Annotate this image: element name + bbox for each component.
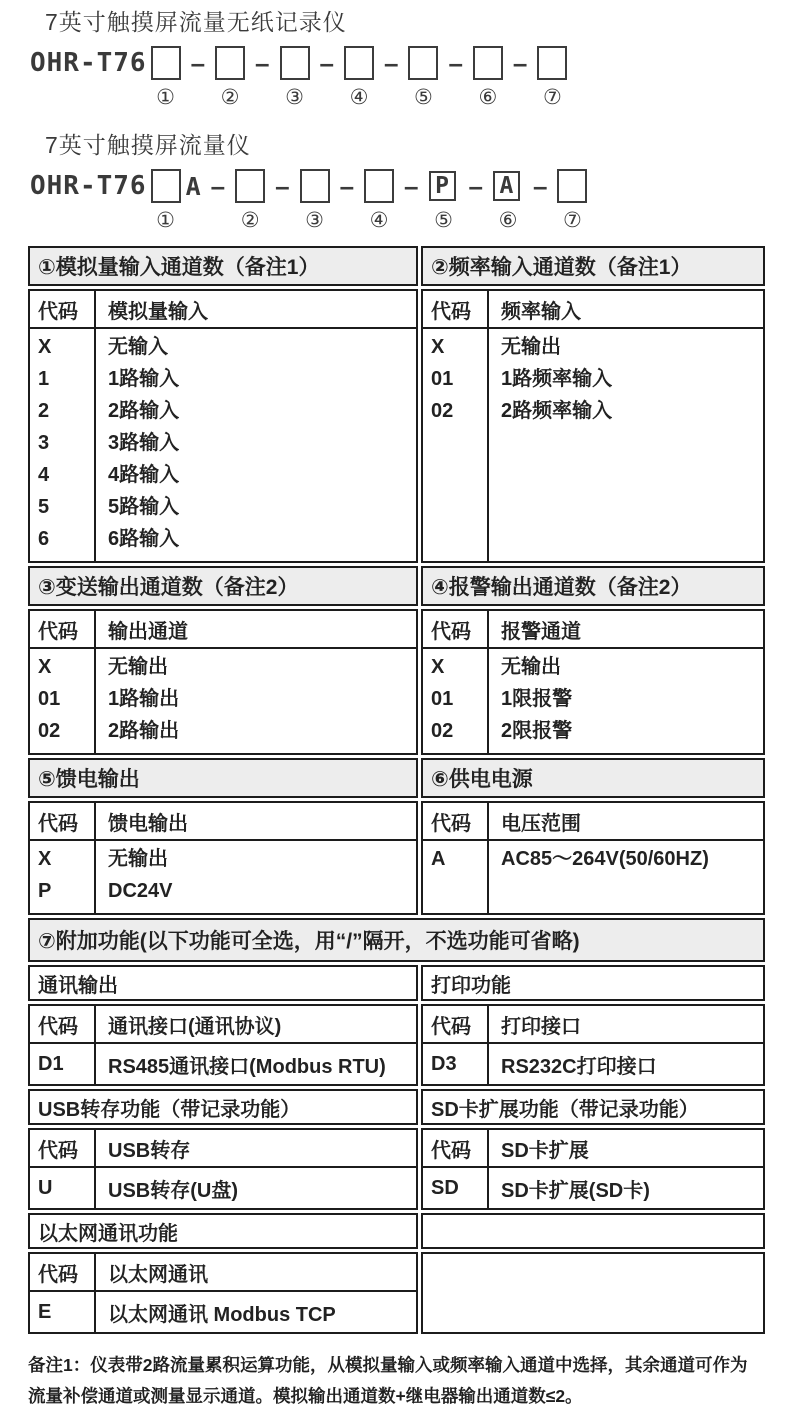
table-header-row: [30, 1130, 416, 1168]
section-title: ⑤馈电输出: [28, 758, 418, 798]
dash-separator: –: [468, 171, 483, 201]
code-value: 5: [38, 496, 50, 518]
table-header-row: [423, 803, 763, 841]
code-value: X: [38, 336, 52, 358]
desc-value: RS232C打印接口: [501, 1055, 657, 1078]
model-code-line-recorder: [30, 41, 790, 111]
table-header-row: [30, 1006, 416, 1044]
desc-value: 5路输入: [108, 496, 180, 518]
desc-value: 1限报警: [501, 688, 573, 710]
model-prefix-text: OHR-T76: [30, 48, 147, 78]
table-header-row: [30, 803, 416, 841]
table-header-row: [30, 1254, 416, 1292]
code-header-cell: 代码: [423, 1006, 489, 1042]
model-position-unit: [300, 164, 330, 234]
table-data-row: [423, 1044, 763, 1084]
section-code-table: [421, 801, 765, 915]
empty-subtitle-cell: [421, 1213, 765, 1249]
model-position-unit: [235, 164, 265, 234]
table-header-row: [423, 1006, 763, 1044]
model-option-box: P: [429, 171, 456, 201]
model-option-box: [235, 169, 265, 203]
code-value: D3: [423, 1044, 489, 1084]
section-pair-row: [28, 566, 765, 755]
spacer: [320, 85, 334, 111]
model-position-unit: [557, 164, 587, 234]
model-position-unit: [151, 41, 181, 111]
model-option-box: [151, 46, 181, 80]
desc-header-cell: 打印接口: [501, 1015, 581, 1038]
subsection-title: 以太网通讯功能: [28, 1213, 418, 1249]
desc-value: DC24V: [108, 880, 173, 902]
code-column: [423, 841, 489, 913]
dash-separator: –: [275, 171, 290, 201]
code-value: 01: [38, 688, 61, 710]
code-value: 01: [431, 688, 454, 710]
code-column: [423, 329, 489, 561]
model-option-box: [344, 46, 374, 80]
desc-value: 6路输入: [108, 528, 180, 550]
circled-number: ⑦: [542, 86, 562, 109]
addon-subsection: [28, 1089, 418, 1210]
footnote-line-2: 流量补偿通道或测量显示通道。模拟输出通道数+继电器输出通道数≤2。: [28, 1386, 583, 1406]
desc-column: [96, 649, 416, 753]
model-dash-unit: [211, 164, 225, 234]
code-value: SD: [423, 1168, 489, 1208]
desc-value: 无输出: [501, 656, 561, 678]
model-option-box: [300, 169, 330, 203]
desc-value: 1路频率输入: [501, 368, 613, 390]
desc-value: 2路输出: [108, 720, 180, 742]
section7-title: ⑦附加功能(以下功能可全选，用“/”隔开，不选功能可省略): [28, 918, 765, 962]
code-value: E: [30, 1292, 96, 1332]
addon-subsection: [421, 965, 765, 1086]
model-option-box: [408, 46, 438, 80]
code-value: 2: [38, 400, 50, 422]
circled-number: ⑤: [434, 209, 453, 232]
desc-header-cell: 通讯接口(通讯协议): [108, 1015, 282, 1038]
spacer: [30, 85, 44, 111]
addon-pair-row: [28, 1213, 765, 1334]
desc-header-cell: 模拟量输入: [108, 300, 208, 323]
desc-header-cell: 频率输入: [501, 300, 581, 323]
desc-value: SD卡扩展(SD卡): [501, 1179, 650, 1202]
desc-value: 以太网通讯 Modbus TCP: [108, 1303, 336, 1326]
model-option-box: [537, 46, 567, 80]
model-position-unit: [280, 41, 310, 111]
table-header-row: [30, 611, 416, 649]
code-value: X: [431, 656, 445, 678]
model-position-unit: [364, 164, 394, 234]
desc-header-cell: 报警通道: [501, 620, 581, 643]
circled-number: ③: [285, 86, 304, 109]
code-value: 02: [38, 720, 61, 742]
desc-column: [489, 841, 763, 913]
addon-subsection: [421, 1213, 765, 1334]
circled-number: ②: [220, 86, 240, 109]
code-header-cell: 代码: [30, 611, 96, 647]
desc-column: [96, 841, 416, 913]
model-option-box: [280, 46, 310, 80]
dash-separator: –: [319, 48, 334, 78]
product-title-flowmeter: 7英寸触摸屏流量仪: [45, 132, 251, 158]
dash-separator: –: [339, 171, 355, 201]
code-value: 6: [38, 528, 50, 550]
footnote: [28, 1350, 752, 1412]
subsection-title: USB转存功能（带记录功能）: [28, 1089, 418, 1125]
desc-value: RS485通讯接口(Modbus RTU): [108, 1055, 386, 1078]
code-value: 1: [38, 368, 50, 390]
code-header-cell: 代码: [423, 1130, 489, 1166]
code-value: 3: [38, 432, 50, 454]
circled-number: ⑥: [498, 209, 518, 232]
model-position-unit: [344, 41, 374, 111]
model-dash-unit: [469, 164, 483, 234]
circled-number: ①: [156, 209, 175, 232]
circled-number: ④: [349, 86, 369, 109]
addon-subsection: [28, 965, 418, 1086]
subsection-title: SD卡扩展功能（带记录功能）: [421, 1089, 765, 1125]
table-data-row: [30, 1168, 416, 1208]
dash-separator: –: [383, 48, 399, 78]
table-body: [30, 841, 416, 913]
code-column: [423, 649, 489, 753]
dash-separator: –: [404, 171, 419, 201]
code-column: [30, 649, 96, 753]
subsection-title: 通讯输出: [28, 965, 418, 1001]
table-data-row: [30, 1044, 416, 1084]
desc-value: 4路输入: [108, 464, 180, 486]
code-header-cell: 代码: [30, 1254, 96, 1290]
section-code-table: [28, 609, 418, 755]
model-prefix-unit: [30, 164, 147, 234]
spacer: [469, 208, 483, 234]
section-code-table: [28, 801, 418, 915]
table-header-row: [423, 1130, 763, 1168]
dash-separator: –: [532, 171, 548, 201]
footnote-line-1: 备注1：仪表带2路流量累积运算功能，从模拟量输入或频率输入通道中选择，其余通道可作为: [28, 1355, 748, 1375]
code-value: 02: [431, 720, 454, 742]
spacer: [191, 85, 205, 111]
desc-header-cell: SD卡扩展: [501, 1139, 589, 1162]
spacer: [448, 85, 462, 111]
desc-value: 2路频率输入: [501, 400, 613, 422]
desc-column: [489, 329, 763, 561]
code-header-cell: 代码: [423, 803, 489, 839]
code-header-cell: 代码: [30, 803, 96, 839]
code-header-cell: 代码: [423, 291, 489, 327]
model-dash-unit: [320, 41, 334, 111]
code-value: 4: [38, 464, 50, 486]
table-header-row: [30, 291, 416, 329]
code-value: X: [38, 656, 52, 678]
spacer: [533, 208, 547, 234]
section-title: ②频率输入通道数（备注1）: [421, 246, 765, 286]
section-title: ⑥供电电源: [421, 758, 765, 798]
model-dash-unit: [255, 41, 269, 111]
section-code-table: [421, 289, 765, 563]
circled-number: ②: [240, 209, 260, 232]
table-header-row: [423, 291, 763, 329]
dash-separator: –: [255, 48, 270, 78]
subsection-code-table: [28, 1252, 418, 1334]
spec-section: [421, 758, 765, 915]
circled-number: ⑤: [414, 86, 433, 109]
dash-separator: –: [512, 48, 528, 78]
desc-value: 1路输入: [108, 368, 180, 390]
section-pair-row: [28, 758, 765, 915]
table-body: [423, 841, 763, 913]
dash-separator: –: [448, 48, 463, 78]
desc-value: 2限报警: [501, 720, 573, 742]
model-option-box: [215, 46, 245, 80]
code-value: X: [38, 848, 52, 870]
code-value: D1: [30, 1044, 96, 1084]
desc-header-cell: 馈电输出: [108, 812, 188, 835]
model-prefix-text: OHR-T76: [30, 171, 147, 201]
dash-separator: –: [190, 48, 206, 78]
section-code-table: [28, 289, 418, 563]
section-title: ④报警输出通道数（备注2）: [421, 566, 765, 606]
model-dash-unit: [191, 41, 205, 111]
table-body: [423, 649, 763, 753]
table-header-row: [423, 611, 763, 649]
subsection-code-table: [421, 1004, 765, 1086]
circled-number: ④: [369, 209, 389, 232]
desc-value: 无输出: [501, 336, 561, 358]
selection-spec-table: [28, 246, 765, 1334]
model-dash-unit: [384, 41, 398, 111]
section-code-table: [421, 609, 765, 755]
model-fixed-suffix: A: [185, 171, 201, 201]
spec-section: [28, 758, 418, 915]
desc-header-cell: 输出通道: [108, 620, 188, 643]
section-title: ③变送输出通道数（备注2）: [28, 566, 418, 606]
spacer: [211, 208, 225, 234]
addon-subsection: [421, 1089, 765, 1210]
model-dash-unit: [448, 41, 462, 111]
code-header-cell: 代码: [30, 291, 96, 327]
code-column: [30, 329, 96, 561]
model-dash-unit: [533, 164, 547, 234]
desc-value: 2路输入: [108, 400, 180, 422]
model-position-unit: [429, 164, 459, 234]
code-column: [30, 841, 96, 913]
spec-section: [421, 566, 765, 755]
subsection-code-table: [421, 1128, 765, 1210]
spacer: [30, 208, 44, 234]
desc-value: 无输出: [108, 656, 168, 678]
code-value: P: [38, 880, 52, 902]
model-position-unit: [493, 164, 523, 234]
circled-number: ①: [156, 86, 175, 109]
circled-number: ⑦: [563, 209, 582, 232]
desc-value: 3路输入: [108, 432, 180, 454]
code-value: 02: [431, 400, 454, 422]
dash-separator: –: [210, 171, 226, 201]
table-data-row: [423, 1168, 763, 1208]
spec-section: [28, 566, 418, 755]
desc-value: AC85～264V(50/60HZ): [501, 848, 709, 870]
desc-header-cell: 电压范围: [501, 812, 581, 835]
spacer: [404, 208, 418, 234]
circled-number: ⑥: [478, 86, 498, 109]
model-option-box: [364, 169, 394, 203]
addon-pair-row: [28, 1089, 765, 1210]
model-prefix-unit: [30, 41, 147, 111]
desc-header-cell: 以太网通讯: [108, 1263, 208, 1286]
desc-value: 无输入: [108, 336, 168, 358]
model-position-unit: [473, 41, 503, 111]
spacer: [255, 85, 269, 111]
model-position-unit: [537, 41, 567, 111]
code-header-cell: 代码: [30, 1006, 96, 1042]
addon-subsection: [28, 1213, 418, 1334]
code-value: X: [431, 336, 445, 358]
circled-number: ③: [305, 209, 324, 232]
table-data-row: [30, 1292, 416, 1332]
model-dash-unit: [404, 164, 418, 234]
section-title: ①模拟量输入通道数（备注1）: [28, 246, 418, 286]
model-position-unit: [151, 164, 201, 234]
code-header-cell: 代码: [30, 1130, 96, 1166]
desc-column: [96, 329, 416, 561]
subsection-code-table: [28, 1004, 418, 1086]
desc-value: 无输出: [108, 848, 168, 870]
spec-section: [421, 246, 765, 563]
spacer: [513, 85, 527, 111]
spec-section: [28, 246, 418, 563]
model-option-box: [557, 169, 587, 203]
model-dash-unit: [275, 164, 289, 234]
model-option-box: A: [493, 171, 520, 201]
table-body: [30, 649, 416, 753]
code-value: A: [431, 848, 446, 870]
product-title-recorder: 7英寸触摸屏流量无纸记录仪: [45, 9, 347, 35]
model-dash-unit: [340, 164, 354, 234]
model-code-line-flowmeter: [30, 164, 790, 234]
model-option-box: [151, 169, 181, 203]
spacer: [384, 85, 398, 111]
table-body: [30, 329, 416, 561]
code-header-cell: 代码: [423, 611, 489, 647]
model-position-unit: [408, 41, 438, 111]
empty-table-cell: [421, 1252, 765, 1334]
addon-pair-row: [28, 965, 765, 1086]
desc-header-cell: USB转存: [108, 1139, 191, 1162]
code-value: 01: [431, 368, 454, 390]
code-value: U: [30, 1168, 96, 1208]
spacer: [275, 208, 289, 234]
desc-value: 1路输出: [108, 688, 180, 710]
subsection-code-table: [28, 1128, 418, 1210]
spacer: [340, 208, 354, 234]
model-dash-unit: [513, 41, 527, 111]
subsection-title: 打印功能: [421, 965, 765, 1001]
desc-value: USB转存(U盘): [108, 1179, 238, 1202]
desc-column: [489, 649, 763, 753]
model-position-unit: [215, 41, 245, 111]
section-pair-row: [28, 246, 765, 563]
model-option-box: [473, 46, 503, 80]
table-body: [423, 329, 763, 561]
